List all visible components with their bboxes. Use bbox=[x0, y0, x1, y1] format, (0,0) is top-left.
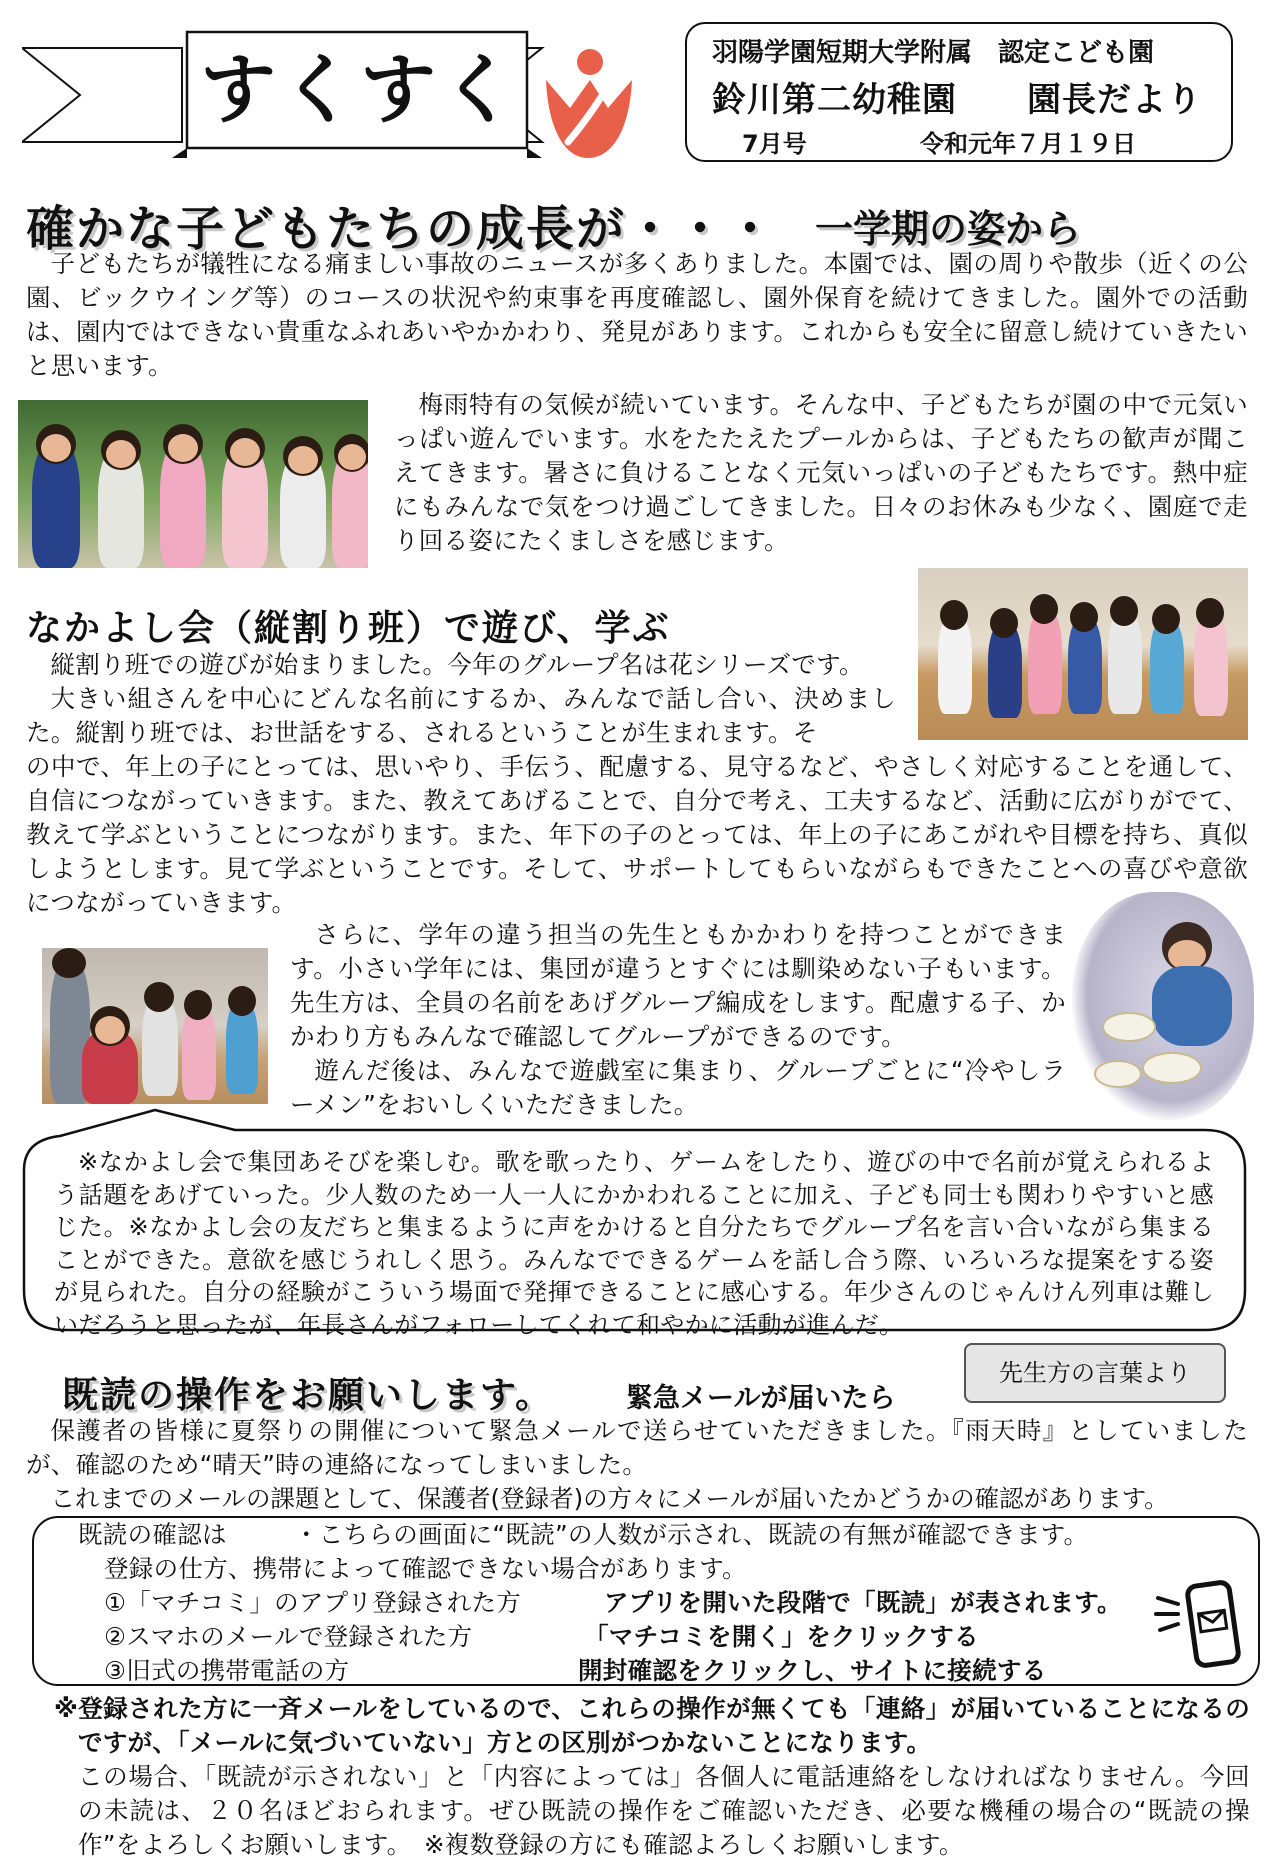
children-photo-circle-dance bbox=[918, 568, 1248, 740]
read-receipt-note: 登録の仕方、携帯によって確認できない場合があります。 bbox=[104, 1554, 747, 1583]
section1-headline: 確かな子どもたちの成長が・・・ bbox=[26, 201, 777, 257]
section2-paragraph3: さらに、学年の違う担当の先生ともかかわりを持つことができます。小さい学年には、集団が違うとすぐには馴染めない子もいます。先生方は、全員の名前をあげグループ編成をします。配慮する子、かかわり方もみんなで確認してグループができるのです。 bbox=[290, 920, 1066, 1051]
section2-paragraph4: 遊んだ後は、みんなで遊戯室に集まり、グループごとに“冷やしラーメン”をおいしくいただきました。 bbox=[290, 1056, 1066, 1119]
newsletter-title: すくすく bbox=[200, 45, 520, 134]
section3-notice2: この場合、「既読が示されない」と「内容によっては」各個人に電話連絡をしなければなりません。今回の未読は、２０名ほどおられます。ぜひ既読の操作をご確認いただき、必要な機種の場合の“既読の操作”をよろしくお願いします。 ※複数登録の方にも確認よろしくお願いします。 bbox=[78, 1762, 1250, 1859]
masthead bbox=[0, 0, 1272, 170]
action-row-3: 開封確認をクリックし、サイトに接続する bbox=[578, 1656, 1047, 1685]
section3-notice1: ※登録された方に一斉メールをしているので、これらの操作が無くても「連絡」が届いていることになるのですが、「メールに気づいていない」方との区別がつかないことになります。 bbox=[54, 1694, 1250, 1757]
section1-paragraph1: 子どもたちが犠牲になる痛ましい事故のニュースが多くありました。本園では、園の周りや散歩（近くの公園、ビックウイング等）のコースの状況や約束事を再度確認し、園外保育を続けてきました。園外での活動は、園内ではできない貴重なふれあいやかかわり、発見があります。これからも安全に留意し続けていきたいと思います。 bbox=[26, 249, 1248, 380]
read-receipt-text: ・こちらの画面に“既読”の人数が示され、既読の有無が確認できます。 bbox=[294, 1520, 1089, 1549]
action-row-1: アプリを開いた段階で「既読」が表されます。 bbox=[604, 1588, 1122, 1617]
section3-paragraph1: 保護者の皆様に夏祭りの開催について緊急メールで送らせていただきました。『雨天時』としていましたが、確認のため“晴天”時の連絡になってしまいました。 bbox=[26, 1416, 1248, 1479]
method-row-3: ③旧式の携帯電話の方 bbox=[104, 1656, 350, 1685]
method-row-1: ①「マチコミ」のアプリ登録された方 bbox=[104, 1588, 522, 1617]
section2-paragraph2-cont: の中で、年上の子にとっては、思いやり、手伝う、配慮する、見守るなど、やさしく対応することを通して、自信につながっていきます。また、教えてあげることで、自分で考え、工夫するなど、活動に広がりがでて、教えて学ぶということにつながります。また、年下の子のとっては、年上の子にあこがれや目標を持ち、真似しようとします。見て学ぶということです。そして、サポートしてもらいながらもできたことへの喜びや意欲につながっていきます。 bbox=[26, 752, 1248, 917]
children-photo-ramen bbox=[1072, 892, 1254, 1120]
issue-month: 7月号 bbox=[742, 130, 807, 158]
teacher-comments-text: ※なかよし会で集団あそびを楽しむ。歌を歌ったり、ゲームをしたり、遊びの中で名前が覚えられるよう話題をあげていった。少人数のため一人一人にかかわれることに加え、子ども同士も関わりやすいと感じた。※なかよし会の友だちと集まるように声をかけると自分たちでグループ名を言い合いながら集まることができた。意欲を感じうれしく思う。みんなでできるゲームを話し合う際、いろいろな提案をする姿が見られた。自分の経験がこういう場面で発揮できることに感心する。年少さんのじゃんけん列車は難しいだろうと思ったが、年長さんがフォローしてくれて和やかに活動が進んだ。 bbox=[54, 1148, 1214, 1339]
section3-subhead: 緊急メールが届いたら bbox=[626, 1383, 896, 1414]
teacher-comments-tag: 先生方の言葉より bbox=[964, 1343, 1226, 1403]
issue-date: 令和元年７月１９日 bbox=[920, 130, 1136, 158]
section3-paragraph2: これまでのメールの課題として、保護者(登録者)の方々にメールが届いたかどうかの確認があります。 bbox=[50, 1484, 1169, 1513]
school-name: 羽陽学園短期大学附属 認定こども園 bbox=[712, 38, 1155, 68]
newsletter-name: 鈴川第二幼稚園 園長だより bbox=[712, 80, 1202, 120]
children-photo-hallway bbox=[42, 948, 268, 1104]
section2-headline: なかよし会（縦割り班）で遊び、学ぶ bbox=[26, 608, 671, 649]
read-receipt-label: 既読の確認は bbox=[78, 1520, 227, 1549]
tulip-logo-icon bbox=[538, 46, 638, 166]
section1-paragraph2: 梅雨特有の気候が続いています。そんな中、子どもたちが園の中で元気いっぱい遊んでいます。水をたたえたプールからは、子どもたちの歓声が聞こえてきます。暑さに負けることなく元気いっぱいの子どもたちです。熱中症にもみんなで気をつけ過ごしてきました。日々のお休みも少なく、園庭で走り回る姿にたくましさを感じます。 bbox=[394, 390, 1248, 555]
smartphone-mail-icon bbox=[1150, 1574, 1246, 1670]
children-photo-garden bbox=[18, 400, 368, 568]
section2-paragraph2-wrap: 大きい組さんを中心にどんな名前にするか、みんなで話し合い、決めました。縦割り班では、お世話をする、されるということが生まれます。そ bbox=[26, 684, 896, 747]
action-row-2: 「マチコミを開く」をクリックする bbox=[584, 1622, 979, 1651]
section2-paragraph1: 縦割り班での遊びが始まりました。今年のグループ名は花シリーズです。 bbox=[50, 650, 864, 679]
section3-headline: 既読の操作をお願いします。 bbox=[62, 1375, 554, 1416]
section1-subhead: 一学期の姿から bbox=[815, 207, 1082, 251]
method-row-2: ②スマホのメールで登録された方 bbox=[104, 1622, 473, 1651]
